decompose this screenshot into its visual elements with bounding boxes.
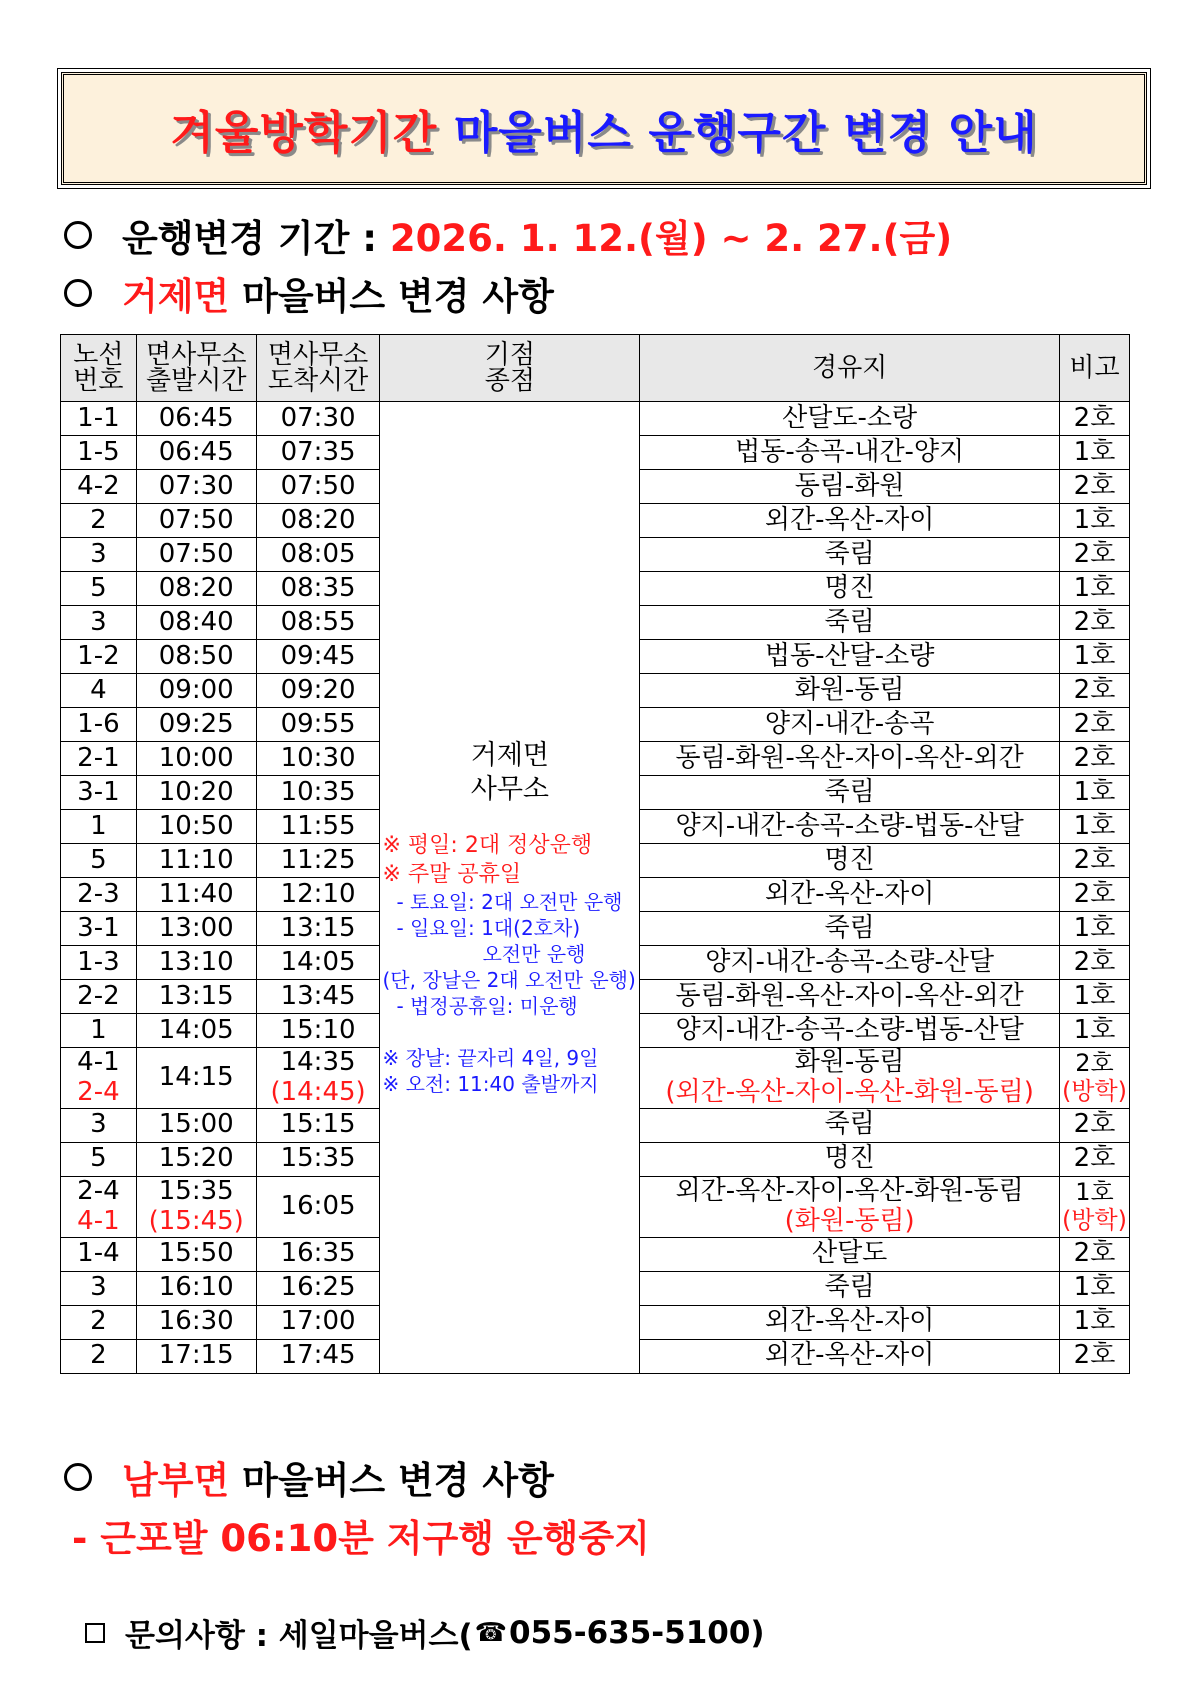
- section2-detail: - 근포발 06:10분 저구행 운행중지: [72, 1517, 650, 1560]
- col-depart: 면사무소 출발시간: [136, 335, 256, 402]
- note-cell: 2호: [1059, 844, 1129, 878]
- depart-cell: 11:10: [136, 844, 256, 878]
- via-cell: 동림-화원-옥산-자이-옥산-외간: [640, 980, 1060, 1014]
- note-cell: 1호 (방학): [1059, 1176, 1129, 1237]
- title-banner: [61, 72, 1147, 185]
- route-cell: 2-2: [61, 980, 137, 1014]
- note-cell: 1호: [1059, 504, 1129, 538]
- note-cell: 2호: [1059, 470, 1129, 504]
- route-cell: 2-4 4-1: [61, 1176, 137, 1237]
- via-cell: 산달도: [640, 1237, 1060, 1271]
- via-cell: 죽림: [640, 606, 1060, 640]
- route-cell: 1: [61, 1014, 137, 1048]
- depart-cell: 15:35 (15:45): [136, 1176, 256, 1237]
- note-cell: 2호: [1059, 1237, 1129, 1271]
- bullet-circle-icon: [64, 221, 92, 249]
- col-note: 비고: [1059, 335, 1129, 402]
- depart-cell: 06:45: [136, 436, 256, 470]
- arrive-cell: 07:30: [256, 402, 380, 436]
- note-sun2: 오전만 운행: [482, 942, 586, 967]
- terminal-name: 거제면 사무소: [470, 740, 549, 805]
- route-cell: 2: [61, 504, 137, 538]
- via-cell: 죽림: [640, 1108, 1060, 1142]
- depart-cell: 09:00: [136, 674, 256, 708]
- note-cell: 2호: [1059, 946, 1129, 980]
- arrive-cell: 09:55: [256, 708, 380, 742]
- note-cell: 1호: [1059, 1014, 1129, 1048]
- route-cell: 3-1: [61, 776, 137, 810]
- route-cell: 1: [61, 810, 137, 844]
- note-cell: 2호: [1059, 1108, 1129, 1142]
- via-cell: 죽림: [640, 538, 1060, 572]
- via-cell: 죽림: [640, 776, 1060, 810]
- route-cell: 1-4: [61, 1237, 137, 1271]
- arrive-cell: 10:30: [256, 742, 380, 776]
- arrive-cell: 15:35: [256, 1142, 380, 1176]
- depart-cell: 13:00: [136, 912, 256, 946]
- note-marketday: ※ 장날: 끝자리 4일, 9일: [382, 1046, 599, 1071]
- route-cell: 4-1 2-4: [61, 1048, 137, 1109]
- note-cell: 2호 (방학): [1059, 1048, 1129, 1109]
- depart-cell: 16:10: [136, 1271, 256, 1305]
- page-title: 겨울방학기간 마을버스 운행구간 변경 안내: [170, 106, 1038, 159]
- note-holiday: - 법정공휴일: 미운행: [396, 994, 578, 1019]
- depart-cell: 07:30: [136, 470, 256, 504]
- route-cell: 2: [61, 1305, 137, 1339]
- note-sun: - 일요일: 1대(2호차): [396, 916, 581, 941]
- via-cell: 법동-송곡-내간-양지: [640, 436, 1060, 470]
- depart-cell: 06:45: [136, 402, 256, 436]
- operation-notes: [382, 832, 635, 1097]
- via-cell: 화원-동림 (외간-옥산-자이-옥산-화원-동림): [640, 1048, 1060, 1109]
- depart-cell: 13:15: [136, 980, 256, 1014]
- depart-cell: 10:00: [136, 742, 256, 776]
- depart-cell: 09:25: [136, 708, 256, 742]
- via-cell: 동림-화원-옥산-자이-옥산-외간: [640, 742, 1060, 776]
- depart-cell: 14:05: [136, 1014, 256, 1048]
- period-value: 2026. 1. 12.(월) ~ 2. 27.(금): [389, 217, 953, 260]
- col-via: 경유지: [640, 335, 1060, 402]
- route-cell: 1-1: [61, 402, 137, 436]
- note-cell: 2호: [1059, 1142, 1129, 1176]
- depart-cell: 10:50: [136, 810, 256, 844]
- note-cell: 2호: [1059, 742, 1129, 776]
- depart-cell: 14:15: [136, 1048, 256, 1109]
- arrive-cell: 17:00: [256, 1305, 380, 1339]
- note-cell: 1호: [1059, 572, 1129, 606]
- depart-cell: 15:50: [136, 1237, 256, 1271]
- arrive-cell: 08:20: [256, 504, 380, 538]
- route-cell: 1-3: [61, 946, 137, 980]
- depart-cell: 08:20: [136, 572, 256, 606]
- contact-line: 문의사항 : 세일마을버스( ☎ 055-635-5100): [85, 1610, 765, 1655]
- arrive-cell: 08:35: [256, 572, 380, 606]
- depart-cell: 11:40: [136, 878, 256, 912]
- arrive-cell: 09:20: [256, 674, 380, 708]
- note-cell: 2호: [1059, 878, 1129, 912]
- via-cell: 명진: [640, 844, 1060, 878]
- route-cell: 3: [61, 1271, 137, 1305]
- note-cell: 1호: [1059, 776, 1129, 810]
- arrive-cell: 16:05: [256, 1176, 380, 1237]
- arrive-cell: 13:15: [256, 912, 380, 946]
- route-cell: 3: [61, 1108, 137, 1142]
- note-cell: 2호: [1059, 708, 1129, 742]
- depart-cell: 08:50: [136, 640, 256, 674]
- via-cell: 외간-옥산-자이: [640, 1339, 1060, 1373]
- section2-heading: 남부면 마을버스 변경 사항: [60, 1450, 554, 1504]
- note-cell: 2호: [1059, 538, 1129, 572]
- route-cell: 3: [61, 538, 137, 572]
- via-cell: 양지-내간-송곡-소량-법동-산달: [640, 1014, 1060, 1048]
- note-cell: 1호: [1059, 640, 1129, 674]
- arrive-cell: 12:10: [256, 878, 380, 912]
- route-cell: 4-2: [61, 470, 137, 504]
- route-cell: 5: [61, 572, 137, 606]
- via-cell: 외간-옥산-자이: [640, 878, 1060, 912]
- table-header-row: [61, 335, 1130, 402]
- arrive-cell: 10:35: [256, 776, 380, 810]
- arrive-cell: 15:15: [256, 1108, 380, 1142]
- terminal-cell: [380, 402, 640, 1374]
- via-cell: 외간-옥산-자이: [640, 1305, 1060, 1339]
- note-cell: 2호: [1059, 402, 1129, 436]
- note-cell: 2호: [1059, 606, 1129, 640]
- depart-cell: 08:40: [136, 606, 256, 640]
- via-cell: 명진: [640, 1142, 1060, 1176]
- table-row: [61, 402, 1130, 436]
- phone-icon: ☎: [474, 1617, 507, 1648]
- via-cell: 외간-옥산-자이-옥산-화원-동림 (화원-동림): [640, 1176, 1060, 1237]
- route-cell: 3: [61, 606, 137, 640]
- via-cell: 죽림: [640, 1271, 1060, 1305]
- note-cell: 1호: [1059, 436, 1129, 470]
- note-sat: - 토요일: 2대 오전만 운행: [396, 890, 623, 915]
- schedule-table: [60, 334, 1130, 1374]
- arrive-cell: 08:55: [256, 606, 380, 640]
- depart-cell: 07:50: [136, 538, 256, 572]
- arrive-cell: 11:55: [256, 810, 380, 844]
- via-cell: 외간-옥산-자이: [640, 504, 1060, 538]
- period-line: 운행변경 기간 : 2026. 1. 12.(월) ~ 2. 27.(금): [60, 208, 952, 262]
- depart-cell: 15:00: [136, 1108, 256, 1142]
- route-cell: 4: [61, 674, 137, 708]
- arrive-cell: 07:50: [256, 470, 380, 504]
- section1-heading: 거제면 마을버스 변경 사항: [60, 266, 554, 320]
- route-cell: 2-1: [61, 742, 137, 776]
- note-cell: 1호: [1059, 980, 1129, 1014]
- via-cell: 양지-내간-송곡-소량-산달: [640, 946, 1060, 980]
- bullet-circle-icon: [64, 279, 92, 307]
- note-cell: 1호: [1059, 1305, 1129, 1339]
- depart-cell: 15:20: [136, 1142, 256, 1176]
- arrive-cell: 07:35: [256, 436, 380, 470]
- note-cell: 1호: [1059, 912, 1129, 946]
- via-cell: 양지-내간-송곡: [640, 708, 1060, 742]
- via-cell: 죽림: [640, 912, 1060, 946]
- arrive-cell: 08:05: [256, 538, 380, 572]
- depart-cell: 10:20: [136, 776, 256, 810]
- depart-cell: 13:10: [136, 946, 256, 980]
- note-market: (단, 장날은 2대 오전만 운행): [382, 968, 636, 993]
- arrive-cell: 14:05: [256, 946, 380, 980]
- arrive-cell: 17:45: [256, 1339, 380, 1373]
- col-arrive: 면사무소 도착시간: [256, 335, 380, 402]
- route-cell: 1-2: [61, 640, 137, 674]
- note-cell: 2호: [1059, 1339, 1129, 1373]
- arrive-cell: 16:25: [256, 1271, 380, 1305]
- note-cell: 1호: [1059, 810, 1129, 844]
- route-cell: 1-6: [61, 708, 137, 742]
- depart-cell: 07:50: [136, 504, 256, 538]
- depart-cell: 17:15: [136, 1339, 256, 1373]
- route-cell: 5: [61, 844, 137, 878]
- via-cell: 명진: [640, 572, 1060, 606]
- route-cell: 3-1: [61, 912, 137, 946]
- route-cell: 1-5: [61, 436, 137, 470]
- bullet-square-icon: [85, 1623, 105, 1643]
- note-morning: ※ 오전: 11:40 출발까지: [382, 1072, 599, 1097]
- arrive-cell: 13:45: [256, 980, 380, 1014]
- note-weekend: ※ 주말 공휴일: [382, 861, 522, 887]
- via-cell: 동림-화원: [640, 470, 1060, 504]
- via-cell: 법동-산달-소량: [640, 640, 1060, 674]
- bullet-circle-icon: [64, 1463, 92, 1491]
- note-cell: 1호: [1059, 1271, 1129, 1305]
- arrive-cell: 14:35 (14:45): [256, 1048, 380, 1109]
- arrive-cell: 16:35: [256, 1237, 380, 1271]
- note-weekday: ※ 평일: 2대 정상운행: [382, 833, 593, 858]
- route-cell: 2: [61, 1339, 137, 1373]
- route-cell: 5: [61, 1142, 137, 1176]
- note-cell: 2호: [1059, 674, 1129, 708]
- arrive-cell: 11:25: [256, 844, 380, 878]
- via-cell: 화원-동림: [640, 674, 1060, 708]
- via-cell: 양지-내간-송곡-소량-법동-산달: [640, 810, 1060, 844]
- arrive-cell: 15:10: [256, 1014, 380, 1048]
- col-terminal: 기점 종점: [380, 335, 640, 402]
- depart-cell: 16:30: [136, 1305, 256, 1339]
- via-cell: 산달도-소랑: [640, 402, 1060, 436]
- arrive-cell: 09:45: [256, 640, 380, 674]
- col-route: 노선 번호: [61, 335, 137, 402]
- route-cell: 2-3: [61, 878, 137, 912]
